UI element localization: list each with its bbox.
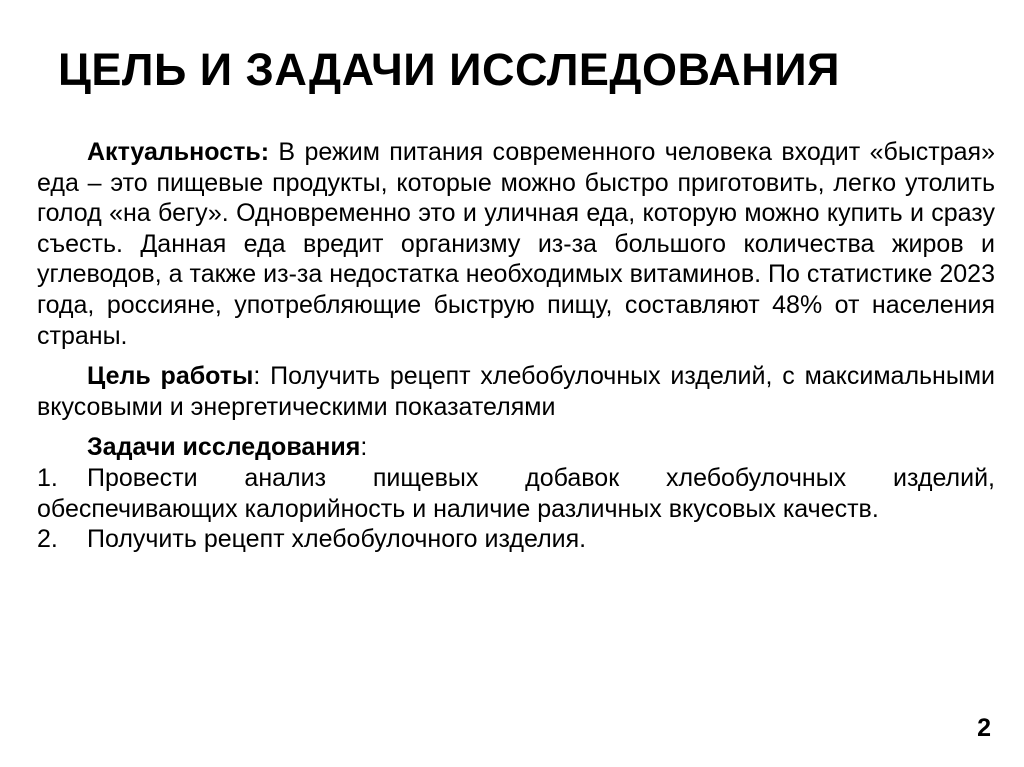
task-text: Получить рецепт хлебобулочного изделия. [87, 525, 587, 554]
tasks-label: Задачи исследования [87, 433, 361, 462]
task-number: 1. [37, 463, 58, 492]
goal-paragraph [37, 361, 995, 422]
tasks-colon: : [360, 433, 368, 462]
tasks-heading [37, 432, 995, 463]
list-item [37, 524, 995, 555]
task-number: 2. [37, 525, 58, 554]
slide-title: ЦЕЛЬ И ЗАДАЧИ ИССЛЕДОВАНИЯ [58, 44, 840, 95]
page-number: 2 [977, 714, 991, 742]
relevance-label: Актуальность: [87, 138, 270, 166]
relevance-text: В режим питания современного человека входит «быстрая» еда – это пищевые продукты, которые можно быстро приготовить, легко утолить голод «на бегу». Одновременно это и уличная еда, которую можно купить и сразу съесть. Данная еда вредит организму из-за большого количества жиров и углеводов, а также из-за недостатка необходимых витаминов. По статистике 2023 года, россияне, употребляющие быструю пищу, составляют 48% от населения страны. [37, 138, 995, 350]
tasks-list [37, 463, 995, 555]
task-text: Провести анализ пищевых добавок хлебобулочных изделий, обеспечивающих калорийность и наличие различных вкусовых качеств. [37, 463, 995, 523]
goal-text: : Получить рецепт хлебобулочных изделий, с максимальными вкусовыми и энергетическими показателями [37, 362, 995, 421]
goal-label: Цель работы [87, 362, 254, 391]
relevance-paragraph [37, 137, 995, 351]
list-item [37, 463, 995, 524]
slide-content [37, 137, 995, 555]
